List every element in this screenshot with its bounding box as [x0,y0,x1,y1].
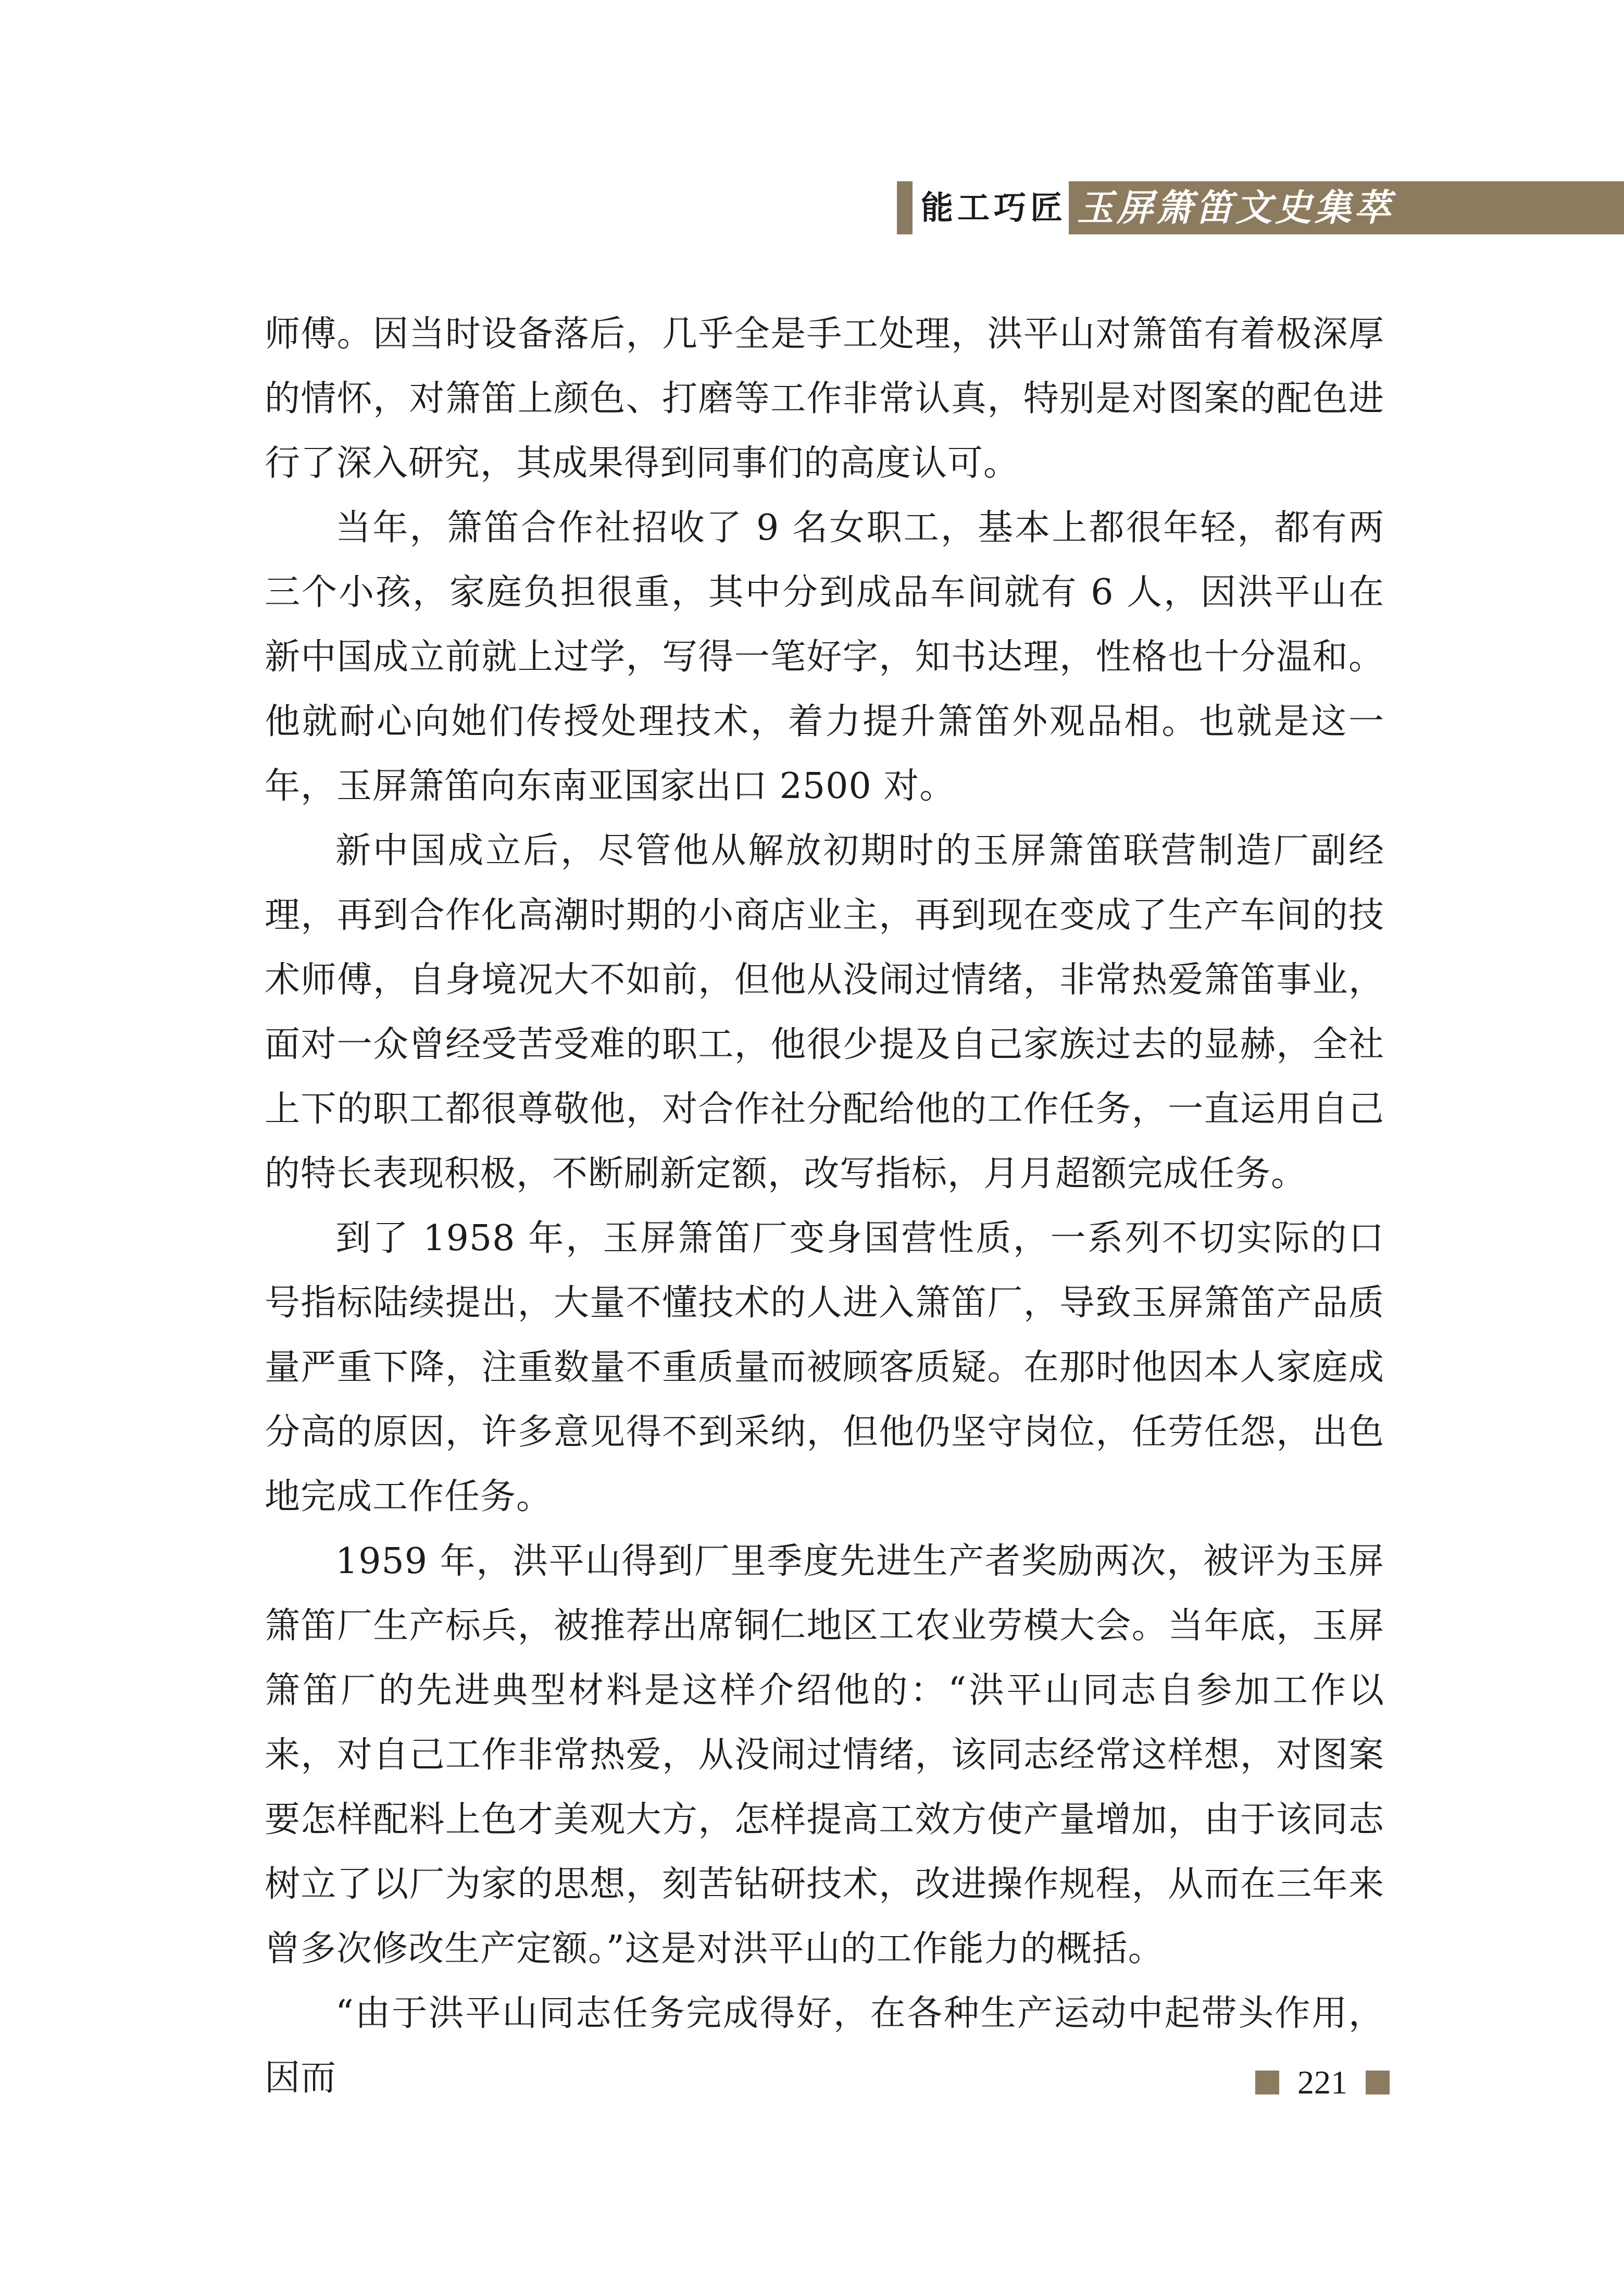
paragraph: 1959 年，洪平山得到厂里季度先进生产者奖励两次，被评为玉屏箫笛厂生产标兵，被推荐出席铜仁地区工农业劳模大会。当年底，玉屏箫笛厂的先进典型材料是这样介绍他的：“洪平山同志自参加工作以来，对自己工作非常热爱，从没闹过情绪，该同志经常这样想，对图案要怎样配料上色才美观大方，怎样提高工效方使产量增加，由于该同志树立了以厂为家的思想，刻苦钻研技术，改进操作规程，从而在三年来曾多次修改生产定额。”这是对洪平山的工作能力的概括。 [265,1541,1384,1969]
paragraph: 新中国成立后，尽管他从解放初期时的玉屏箫笛联营制造厂副经理，再到合作化高潮时期的小商店业主，再到现在变成了生产车间的技术师傅，自身境况大不如前，但他从没闹过情绪，非常热爱箫笛事业，面对一众曾经受苦受难的职工，他很少提及自己家族过去的显赫，全社上下的职工都很尊敬他，对合作社分配给他的工作任务，一直运用自己的特长表现积极，不断刷新定额，改写指标，月月超额完成任务。 [265,830,1384,1194]
footer-square-left [1255,2071,1279,2095]
main-text [265,302,1384,2111]
page-number: 221 [1297,2064,1347,2101]
header-book-title: 玉屏箫笛文史集萃 [1077,186,1394,229]
paragraph: 当年，箫笛合作社招收了 9 名女职工，基本上都很年轻，都有两三个小孩，家庭负担很重，其中分到成品车间就有 6 人，因洪平山在新中国成立前就上过学，写得一笔好字，知书达理，性格也十分温和。他就耐心向她们传授处理技术，着力提升箫笛外观品相。也就是这一年，玉屏箫笛向东南亚国家出口 2500 对。 [265,507,1384,807]
header-section-label: 能工巧匠 [921,189,1067,227]
paragraph: “由于洪平山同志任务完成得好，在各种生产运动中起带头作用，因而 [265,1993,1384,2099]
footer-square-right [1366,2071,1390,2095]
paragraph: 师傅。因当时设备落后，几乎全是手工处理，洪平山对箫笛有着极深厚的情怀，对箫笛上颜色、打磨等工作非常认真，特别是对图案的配色进行了深入研究，其成果得到同事们的高度认可。 [265,314,1384,484]
paragraph: 到了 1958 年，玉屏箫笛厂变身国营性质，一系列不切实际的口号指标陆续提出，大量不懂技术的人进入箫笛厂，导致玉屏箫笛产品质量严重下降，注重数量不重质量而被顾客质疑。在那时他因本人家庭成分高的原因，许多意见得不到采纳，但他仍坚守岗位，任劳任怨，出色地完成工作任务。 [265,1218,1384,1517]
header-accent-bar [897,181,913,234]
